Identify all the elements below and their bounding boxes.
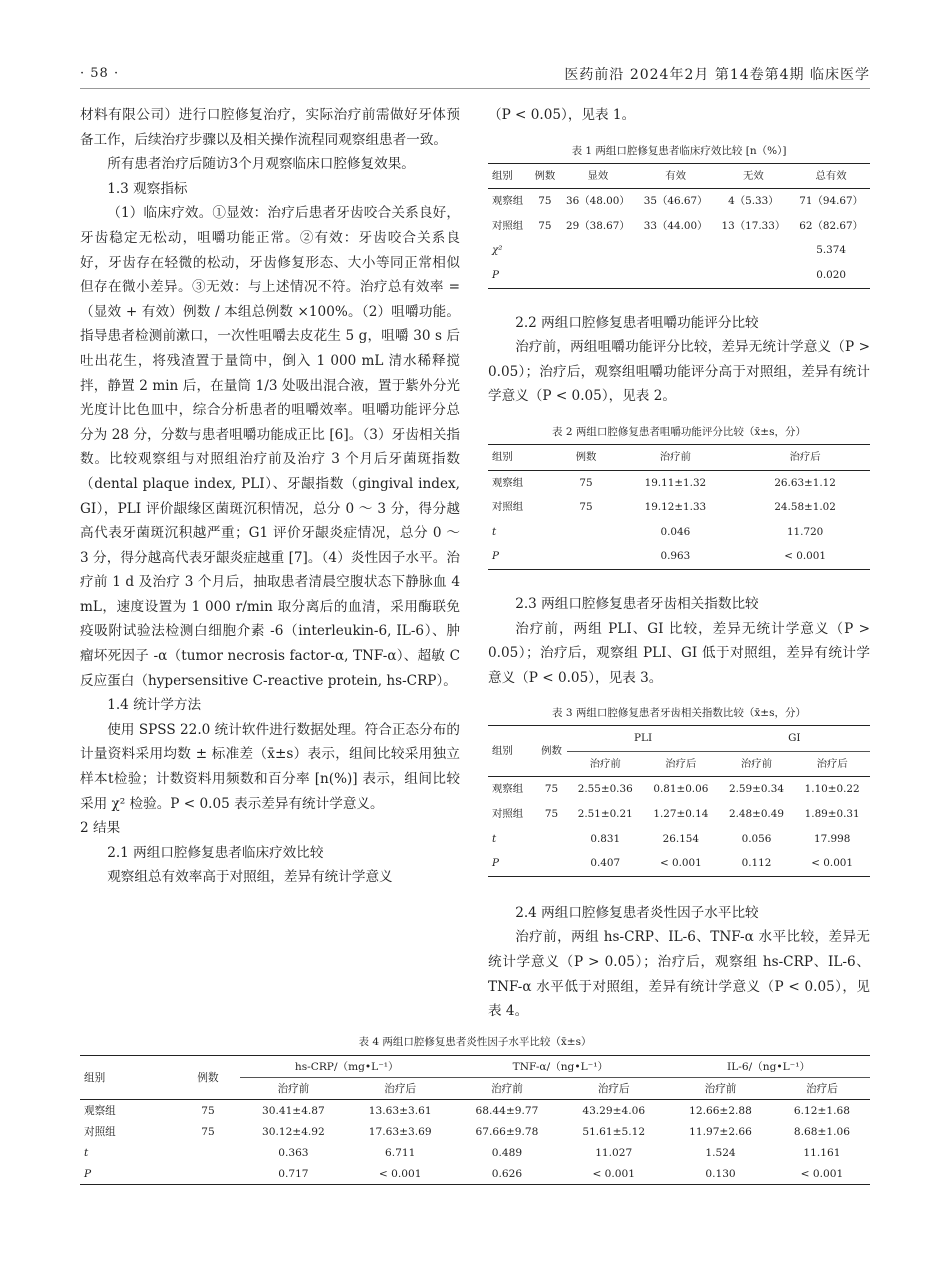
table-cell: 0.046 — [660, 525, 691, 538]
table-cell: 71（94.67） — [799, 195, 863, 208]
table-cell — [562, 520, 611, 545]
section-heading-2-1: 2.1 两组口腔修复患者临床疗效比较 — [107, 844, 324, 861]
table-row — [488, 189, 870, 214]
table-cell: 13.63±3.61 — [368, 1104, 432, 1117]
table-cell: t — [84, 1146, 89, 1159]
table-cell: 观察组 — [492, 783, 524, 796]
table-row — [80, 1142, 870, 1163]
table-row — [80, 1163, 870, 1185]
section-heading-2-4: 2.4 两组口腔修复患者炎性因子水平比较 — [515, 904, 759, 921]
table-header: 显效 — [559, 163, 637, 189]
table-cell: 0.130 — [705, 1167, 736, 1180]
table-cell: t — [492, 525, 497, 538]
table-cell: 75 — [201, 1125, 215, 1138]
table-subheader: 治疗后 — [597, 1083, 630, 1095]
table-header: TNF-α/（ng•L⁻¹） — [454, 1056, 668, 1078]
table-cell: 26.63±1.12 — [774, 476, 836, 489]
table-subheader: 治疗后 — [384, 1083, 417, 1095]
table-header: 例数 — [176, 1056, 240, 1100]
section-heading-2: 2 结果 — [80, 820, 121, 837]
table-row — [488, 777, 870, 802]
table-cell: 75 — [201, 1104, 215, 1117]
table-header: 治疗后 — [740, 444, 870, 470]
table-row — [488, 544, 870, 569]
table-cell: < 0.001 — [811, 857, 854, 870]
journal-info: 医药前沿 2024年2月 第14卷第4期 临床医学 — [564, 67, 870, 83]
table-row — [80, 1121, 870, 1142]
table-cell: 6.711 — [385, 1146, 416, 1159]
table1 — [488, 163, 870, 289]
table-cell: 26.154 — [662, 832, 700, 845]
table-cell: 对照组 — [492, 808, 524, 821]
table-header: 有效 — [637, 163, 715, 189]
table-cell: 对照组 — [84, 1126, 116, 1138]
table-cell: 观察组 — [492, 476, 524, 489]
table-header: 总有效 — [792, 163, 870, 189]
paragraph: 所有患者治疗后随访3个月观察临床口腔修复效果。 — [107, 156, 415, 173]
table-row — [488, 214, 870, 239]
table-subheader: 治疗前 — [491, 1083, 523, 1095]
table-cell: 75 — [538, 219, 552, 232]
table4-caption: 表 4 两组口腔修复患者炎性因子水平比较（x̄±s） — [358, 1036, 592, 1048]
page-header — [80, 60, 870, 89]
table-row — [488, 263, 870, 288]
paragraph: 治疗前，两组 hs-CRP、IL-6、TNF-α 水平比较，差异无统计学意义（P > 0.05）；治疗后，观察组 hs-CRP、IL-6、TNF-α 水平低于对照组，差异有统计学意义（P < 0.05），见表 4。 — [488, 929, 870, 1020]
paragraph: （P < 0.05），见表 1。 — [488, 107, 636, 123]
table-cell: 33（44.00） — [643, 219, 708, 232]
table-row — [488, 827, 870, 852]
table-subheader: 治疗前 — [277, 1083, 310, 1095]
table-cell — [715, 238, 793, 263]
table-cell: χ² — [492, 244, 503, 257]
table-cell — [715, 263, 793, 288]
table-cell — [531, 263, 559, 288]
paragraph: 治疗前，两组咀嚼功能评分比较，差异无统计学意义（P > 0.05）；治疗后，观察组咀嚼功能评分高于对照组，差异有统计学意义（P < 0.05），见表 2。 — [488, 339, 870, 405]
table-cell — [562, 544, 611, 569]
table-cell: 2.48±0.49 — [728, 808, 784, 821]
table2 — [488, 444, 870, 570]
table-cell: 67.66±9.78 — [475, 1125, 539, 1138]
table-cell — [536, 851, 568, 876]
table-row — [488, 802, 870, 827]
table-header: 例数 — [531, 163, 559, 189]
table-cell: 43.29±4.06 — [582, 1104, 646, 1117]
paragraph: 材料有限公司）进行口腔修复治疗，实际治疗前需做好牙体预备工作，后续治疗步骤以及相关操作流程同观察组患者一致。 — [80, 107, 460, 148]
table-cell: 0.363 — [278, 1146, 309, 1159]
table-header: 组别 — [488, 163, 531, 189]
table-cell: 36（48.00） — [566, 195, 630, 208]
section-heading-1-3: 1.3 观察指标 — [107, 180, 188, 197]
table-cell: 1.10±0.22 — [804, 783, 860, 796]
table-subheader: 治疗前 — [740, 757, 773, 770]
table-cell: 2.59±0.34 — [728, 783, 784, 796]
table-cell: 4（5.33） — [728, 195, 779, 208]
table-cell: 35（46.67） — [643, 195, 708, 208]
table-cell: 6.12±1.68 — [793, 1104, 850, 1117]
table-cell: P — [492, 857, 499, 870]
table-cell: 8.68±1.06 — [793, 1125, 850, 1138]
table-cell: 12.66±2.88 — [689, 1104, 752, 1117]
table-row — [488, 238, 870, 263]
table-header: hs-CRP/（mg•L⁻¹） — [240, 1056, 454, 1078]
table-cell: < 0.001 — [592, 1167, 636, 1180]
table-cell: 30.41±4.87 — [261, 1104, 325, 1117]
table-cell: 5.374 — [816, 244, 846, 257]
table-cell: < 0.001 — [784, 550, 826, 563]
table-cell: 19.12±1.33 — [644, 501, 707, 514]
paragraph: 观察组总有效率高于对照组，差异有统计学意义 — [107, 869, 393, 886]
table4 — [80, 1055, 870, 1185]
paragraph: 使用 SPSS 22.0 统计软件进行数据处理。符合正态分布的计量资料采用均数 ± 标准差（x̄±s）表示，组间比较采用独立样本t检验；计数资料用频数和百分率 [n(%)] 表示，组间比较采用 χ² 检验。P < 0.05 表示差异有统计学意义。 — [80, 721, 460, 812]
table-cell: 11.161 — [803, 1146, 841, 1159]
table-header: IL-6/（ng•L⁻¹） — [667, 1056, 870, 1078]
table-cell: 75 — [579, 501, 593, 514]
left-column — [80, 103, 460, 890]
table-cell: 0.963 — [660, 550, 691, 563]
table-cell — [559, 238, 637, 263]
table3 — [488, 725, 870, 877]
table-cell: P — [84, 1167, 92, 1180]
table-cell: < 0.001 — [800, 1167, 844, 1180]
table-cell: 2.55±0.36 — [577, 783, 633, 796]
table-cell: 75 — [579, 476, 593, 489]
table-cell: 观察组 — [84, 1105, 116, 1117]
table-subheader: 治疗前 — [589, 757, 621, 770]
table-cell: 24.58±1.02 — [774, 501, 836, 514]
section-heading-2-2: 2.2 两组口腔修复患者咀嚼功能评分比较 — [515, 314, 759, 331]
table-cell: 75 — [538, 195, 552, 208]
table-cell: 13（17.33） — [721, 219, 786, 232]
table4-block — [80, 1035, 870, 1185]
table-header: 组别 — [80, 1056, 176, 1100]
table-header: 组别 — [488, 726, 536, 777]
table-row — [488, 495, 870, 520]
table-cell: 19.11±1.32 — [644, 476, 707, 489]
table-row — [488, 470, 870, 495]
table-cell: 29（38.67） — [566, 219, 630, 232]
table-cell — [176, 1142, 240, 1163]
table-subheader: 治疗后 — [806, 1083, 838, 1095]
table-cell: 75 — [544, 808, 559, 821]
table-header: GI — [719, 726, 870, 752]
table-cell: 1.27±0.14 — [653, 808, 709, 821]
table-cell: 1.524 — [705, 1146, 736, 1159]
table-cell — [637, 263, 715, 288]
table-row — [488, 851, 870, 876]
table-row — [80, 1100, 870, 1122]
table-cell: 68.44±9.77 — [475, 1104, 539, 1117]
table-cell: P — [492, 268, 499, 281]
table-subheader: 治疗后 — [816, 757, 848, 770]
table-cell: 17.63±3.69 — [368, 1125, 432, 1138]
table-cell — [536, 827, 568, 852]
page-number: · 58 · — [80, 66, 120, 81]
table-cell: 0.407 — [590, 857, 621, 870]
table-cell: 30.12±4.92 — [261, 1125, 325, 1138]
table-subheader: 治疗后 — [665, 757, 697, 770]
table-header: PLI — [567, 726, 718, 752]
table-header: 组别 — [488, 444, 562, 470]
table-cell: 0.056 — [741, 832, 772, 845]
table-cell: 0.112 — [741, 857, 772, 870]
table-cell: 62（82.67） — [799, 219, 863, 232]
table-row — [488, 520, 870, 545]
table-cell: 51.61±5.12 — [582, 1125, 646, 1138]
table-subheader: 治疗前 — [704, 1083, 737, 1095]
right-column — [488, 103, 870, 1024]
table-cell: < 0.001 — [659, 857, 702, 870]
table-cell: P — [492, 550, 499, 563]
table-cell: 0.717 — [278, 1167, 309, 1180]
table-cell: 11.97±2.66 — [689, 1125, 752, 1138]
table-cell: 0.626 — [491, 1167, 523, 1180]
paragraph: （1）临床疗效。①显效：治疗后患者牙齿咬合关系良好，牙齿稳定无松动，咀嚼功能正常。②有效：牙齿咬合关系良好，牙齿存在轻微的松动，牙齿修复形态、大小等同正常相似但存在微小差异。③无效：与上述情况不符。治疗总有效率 =（显效 + 有效）例数 / 本组总例数 ×100%。（2）咀嚼功能。指导患者检测前漱口，一次性咀嚼去皮花生 5 g，咀嚼 30 s 后吐出花生，将残渣置于量筒中，倒入 1 000 mL 清水稀释搅拌，静置 2 min 后，在量筒 1/3 处吸出混合液，置于紫外分光光度计比色皿中，综合分析患者的咀嚼效率。咀嚼功能评分总分为 28 分，分数与患者咀嚼功能成正比 [6]。（3）牙齿相关指数。比较观察组与对照组治疗前及治疗 3 个月后牙菌斑指数（dental plaque index, PLI）、牙龈指数（gingival index, GI），PLI 评价龈缘区菌斑沉积情况，总分 0 ～ 3 分，得分越高代表牙菌斑沉积越严重；G1 评价牙龈炎症情况，总分 0 ～ 3 分，得分越高代表牙龈炎症越重 [7]。（4）炎性因子水平。治疗前 1 d 及治疗 3 个月后，抽取患者清晨空腹状态下静脉血 4 mL，速度设置为 1 000 r/min 取分离后的血清，采用酶联免疫吸附试验法检测白细胞介素 -6（interleukin-6, IL-6）、肿瘤坏死因子 -α（tumor necrosis factor-α, TNF-α）、超敏 C 反应蛋白（hypersensitive C-reactive protein, hs-CRP）。 — [80, 205, 460, 689]
table-cell: 0.020 — [816, 268, 846, 281]
table-header: 例数 — [536, 726, 568, 777]
table-cell — [559, 263, 637, 288]
table-cell: 17.998 — [813, 832, 851, 845]
table-cell: 11.720 — [786, 525, 824, 538]
table-cell: 75 — [544, 783, 559, 796]
table2-caption: 表 2 两组口腔修复患者咀嚼功能评分比较（x̄±s，分） — [552, 425, 806, 438]
table1-caption: 表 1 两组口腔修复患者临床疗效比较 [n（%）] — [571, 144, 787, 157]
table-cell: 对照组 — [492, 219, 524, 232]
table-cell: 1.89±0.31 — [804, 808, 860, 821]
table-cell: 观察组 — [492, 195, 524, 208]
table-header: 例数 — [562, 444, 611, 470]
table-cell — [531, 238, 559, 263]
section-heading-1-4: 1.4 统计学方法 — [107, 697, 202, 714]
table-cell: 0.831 — [590, 832, 621, 845]
table-cell — [637, 238, 715, 263]
table-cell — [176, 1163, 240, 1185]
section-heading-2-3: 2.3 两组口腔修复患者牙齿相关指数比较 — [515, 595, 759, 612]
table-cell: < 0.001 — [378, 1167, 422, 1180]
table-header: 无效 — [715, 163, 793, 189]
paragraph: 治疗前，两组 PLI、GI 比较，差异无统计学意义（P > 0.05）；治疗后，观察组 PLI、GI 低于对照组，差异有统计学意义（P < 0.05），见表 3。 — [488, 620, 870, 686]
table-cell: 11.027 — [595, 1146, 633, 1159]
table-cell: t — [492, 832, 497, 845]
table-cell: 2.51±0.21 — [577, 808, 633, 821]
table-cell: 0.81±0.06 — [653, 783, 709, 796]
table-cell: 对照组 — [492, 501, 524, 514]
table-cell: 0.489 — [491, 1146, 523, 1159]
table3-caption: 表 3 两组口腔修复患者牙齿相关指数比较（x̄±s，分） — [552, 707, 806, 720]
table-header: 治疗前 — [611, 444, 741, 470]
